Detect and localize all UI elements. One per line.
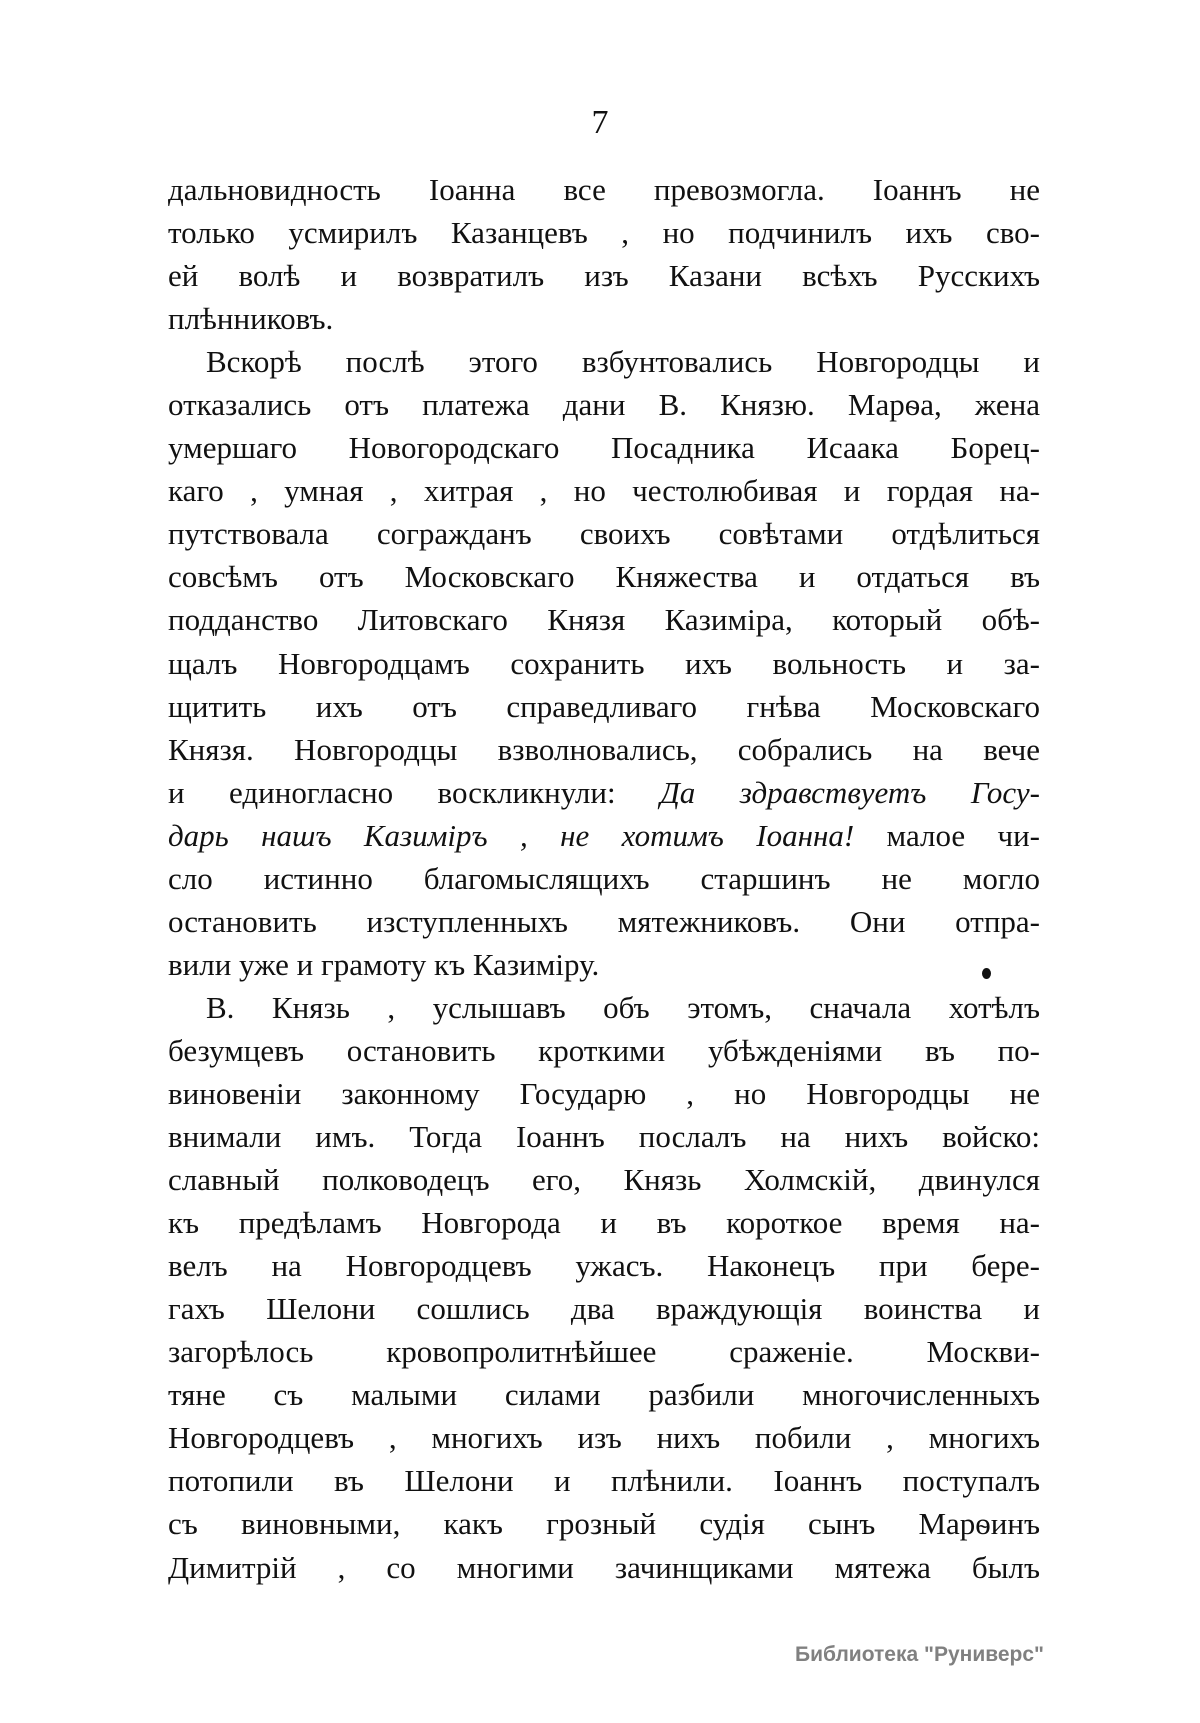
text-segment: съ виновными, какъ грозный судія сынъ Марѳинъ	[168, 1506, 1040, 1542]
text-segment: велъ на Новгородцевъ ужасъ. Наконецъ при бере-	[168, 1248, 1040, 1284]
text-segment: тяне съ малыми силами разбили многочисленныхъ	[168, 1377, 1040, 1413]
text-segment: малое чи-	[854, 817, 1040, 853]
italic-quote: дарь нашъ Казиміръ , не хотимъ Іоанна!	[168, 817, 855, 853]
text-segment: и единогласно воскликнули:	[168, 774, 661, 810]
library-watermark: Библиотека "Руниверс"	[795, 1643, 1045, 1666]
text-line	[168, 1115, 1040, 1158]
text-line	[168, 1287, 1040, 1330]
text-line	[168, 1416, 1040, 1459]
italic-quote: Да здравствуетъ Госу-	[660, 774, 1040, 810]
text-segment: ей волѣ и возвратилъ изъ Казани всѣхъ Русскихъ	[168, 258, 1040, 294]
text-line	[168, 340, 1040, 383]
text-segment: совсѣмъ отъ Московскаго Княжества и отдаться въ	[168, 559, 1040, 595]
text-line	[168, 211, 1040, 254]
text-line	[168, 254, 1040, 297]
text-line	[168, 1546, 1040, 1589]
text-segment: только усмирилъ Казанцевъ , но подчинилъ ихъ сво-	[168, 215, 1040, 251]
ink-blot	[982, 968, 991, 979]
text-segment: остановить изступленныхъ мятежниковъ. Они отпра-	[168, 903, 1040, 939]
text-segment: путствовала согражданъ своихъ совѣтами отдѣлиться	[168, 516, 1040, 552]
text-segment: потопили въ Шелони и плѣнили. Іоаннъ поступалъ	[168, 1463, 1040, 1499]
text-line	[168, 1244, 1040, 1287]
text-segment: дальновидность Іоанна все превозмогла. Іоаннъ не	[168, 172, 1040, 207]
text-segment: В. Князь , услышавъ объ этомъ, сначала хотѣлъ	[206, 989, 1040, 1025]
text-line	[168, 685, 1040, 728]
text-line	[168, 814, 1040, 857]
text-line	[168, 426, 1040, 469]
text-segment: гахъ Шелони сошлись два враждующія воинства и	[168, 1291, 1040, 1327]
text-segment: отказались отъ платежа дани В. Князю. Марѳа, жена	[168, 387, 1040, 423]
text-segment: щалъ Новгородцамъ сохранить ихъ вольность и за-	[168, 645, 1040, 681]
text-line	[168, 857, 1040, 900]
text-line	[168, 469, 1040, 512]
text-segment: Новгородцевъ , многихъ изъ нихъ побили , многихъ	[168, 1420, 1040, 1456]
text-line	[168, 642, 1040, 685]
text-segment: къ предѣламъ Новгорода и въ короткое время на-	[168, 1205, 1040, 1241]
text-line	[168, 943, 1040, 986]
text-line	[168, 598, 1040, 641]
text-segment: Вскорѣ послѣ этого взбунтовались Новгородцы и	[206, 344, 1040, 380]
text-line	[168, 1201, 1040, 1244]
text-line	[168, 297, 1040, 340]
text-line	[168, 1373, 1040, 1416]
text-line	[168, 900, 1040, 943]
text-segment: плѣнниковъ.	[168, 301, 334, 337]
text-line	[168, 986, 1040, 1029]
text-segment: славный полководецъ его, Князь Холмскій, двинулся	[168, 1162, 1040, 1198]
text-line	[168, 1459, 1040, 1502]
text-line	[168, 1330, 1040, 1373]
text-segment: каго , умная , хитрая , но честолюбивая и гордая на-	[168, 473, 1040, 509]
text-line	[168, 1502, 1040, 1545]
text-segment: подданство Литовскаго Князя Казиміра, который обѣ-	[168, 602, 1040, 638]
text-line	[168, 168, 1040, 211]
text-segment: Димитрій , со многими зачинщиками мятежа былъ	[168, 1549, 1040, 1585]
text-line	[168, 555, 1040, 598]
text-line	[168, 771, 1040, 814]
text-line	[168, 383, 1040, 426]
text-segment: внимали имъ. Тогда Іоаннъ послалъ на нихъ войско:	[168, 1119, 1040, 1155]
text-line	[168, 728, 1040, 771]
text-line	[168, 512, 1040, 555]
text-segment: сло истинно благомыслящихъ старшинъ не могло	[168, 860, 1040, 896]
page-number: 7	[591, 104, 609, 141]
text-segment: вили уже и грамоту къ Казиміру.	[168, 946, 600, 982]
text-segment: загорѣлось кровопролитнѣйшее сраженіе. Москви-	[168, 1334, 1040, 1370]
text-segment: умершаго Новогородскаго Посадника Исаака Борец-	[168, 430, 1040, 466]
body-text	[168, 168, 1040, 1589]
text-segment: щитить ихъ отъ справедливаго гнѣва Московскаго	[168, 688, 1040, 724]
text-line	[168, 1158, 1040, 1201]
text-segment: безумцевъ остановить кроткими убѣжденіями въ по-	[168, 1032, 1040, 1068]
text-line	[168, 1029, 1040, 1072]
text-line	[168, 1072, 1040, 1115]
text-segment: Князя. Новгородцы взволновались, собрались на вече	[168, 731, 1040, 767]
text-segment: виновеніи законному Государю , но Новгородцы не	[168, 1075, 1040, 1111]
